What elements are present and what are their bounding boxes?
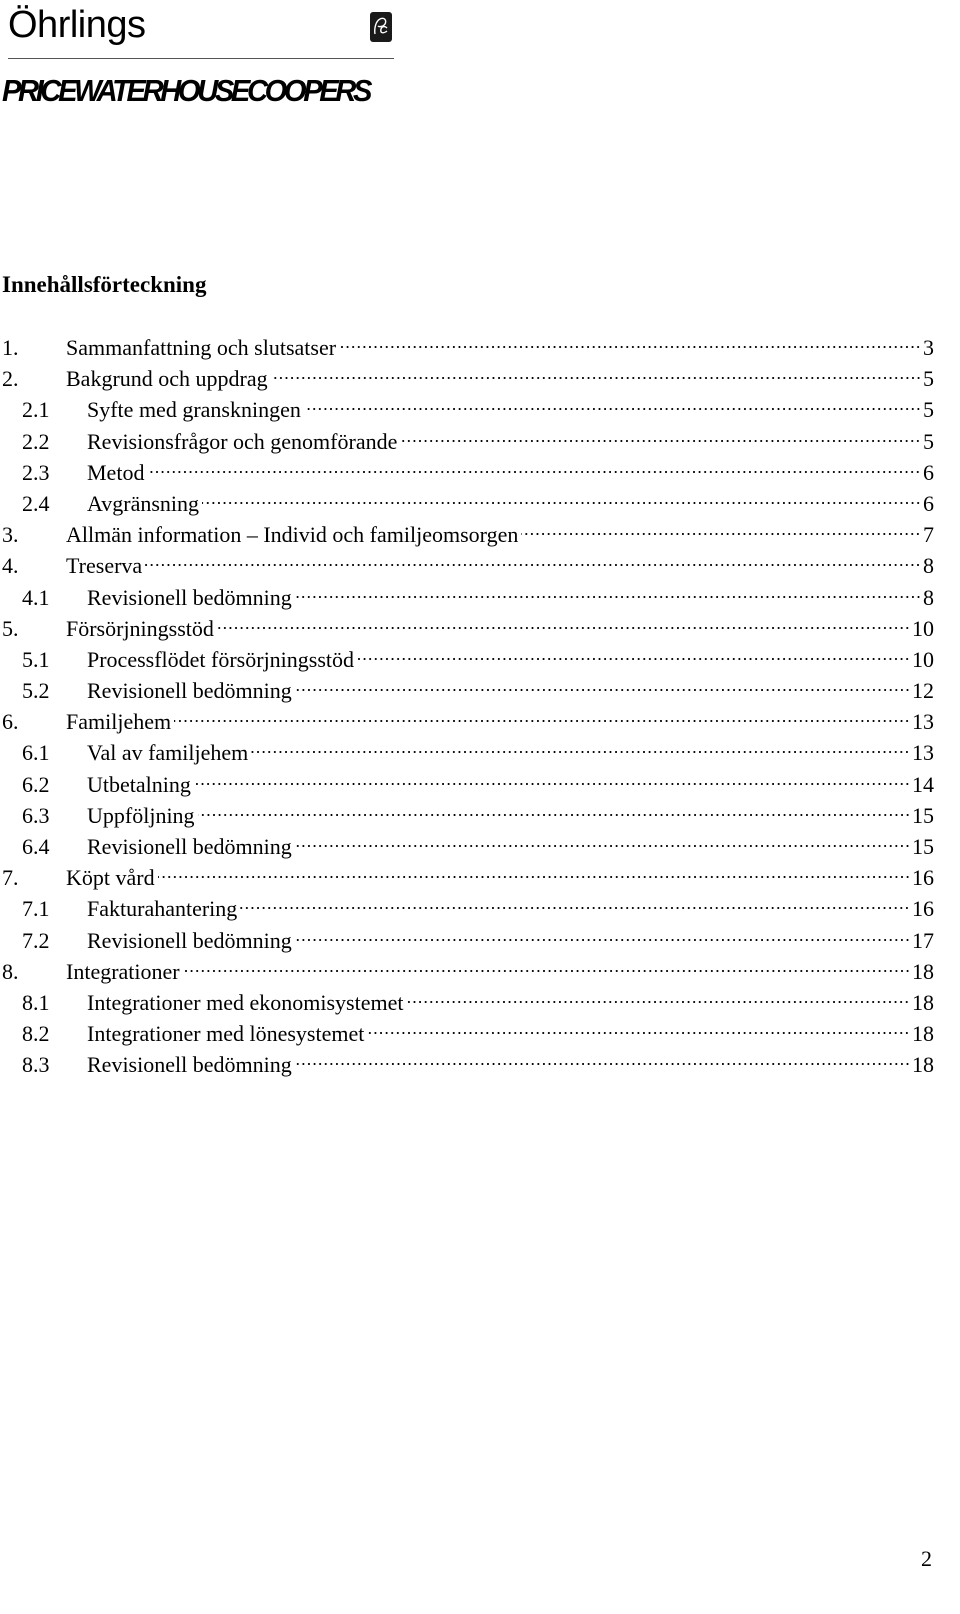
toc-entry-label: Allmän information – Individ och familjeomsorgen	[66, 522, 519, 548]
toc-entry-label: Metod	[87, 459, 145, 485]
toc-entry-page: 6	[923, 459, 934, 485]
toc-entry-label: Syfte med granskningen	[87, 397, 301, 423]
toc-dot-leader	[251, 748, 910, 756]
toc-dot-leader	[357, 655, 910, 663]
toc-entry-number: 5.2	[22, 678, 50, 704]
toc-entry-label: Familjehem	[66, 709, 172, 735]
toc-entry-page: 6	[923, 490, 934, 516]
toc-entry-label: Bakgrund och uppdrag	[66, 366, 268, 392]
toc-entry-label: Utbetalning	[87, 771, 191, 797]
toc-entry[interactable]	[0, 893, 934, 924]
toc-entry-page: 16	[912, 865, 934, 891]
toc-entry[interactable]	[0, 488, 934, 519]
toc-dot-leader	[271, 374, 921, 382]
toc-dot-leader	[158, 873, 910, 881]
toc-entry-page: 8	[923, 553, 934, 579]
logo-divider	[8, 58, 394, 59]
toc-entry[interactable]	[0, 519, 934, 550]
toc-entry-page: 13	[912, 709, 934, 735]
toc-dot-leader	[174, 717, 910, 725]
toc-dot-leader	[295, 593, 921, 601]
toc-dot-leader	[240, 904, 910, 912]
toc-entry-label: Processflödet försörjningsstöd	[87, 646, 355, 672]
toc-entry-page: 10	[912, 615, 934, 641]
toc-entry[interactable]	[0, 613, 934, 644]
toc-entry-number: 7.1	[22, 896, 50, 922]
toc-entry-page: 18	[912, 958, 934, 984]
company-logo	[2, 2, 398, 108]
toc-dot-leader	[183, 967, 910, 975]
toc-entry-label: Integrationer	[66, 958, 180, 984]
toc-entry-label: Integrationer med lönesystemet	[87, 1021, 365, 1047]
toc-entry-label: Uppföljning	[87, 802, 195, 828]
toc-entry-page: 14	[912, 771, 934, 797]
toc-entry-label: Försörjningsstöd	[66, 615, 214, 641]
toc-entry-number: 3.	[2, 522, 19, 548]
toc-entry-number: 6.2	[22, 771, 50, 797]
toc-title: Innehållsförteckning	[2, 272, 207, 297]
toc-entry-number: 2.	[2, 366, 19, 392]
toc-entry-page: 5	[923, 366, 934, 392]
toc-entry-page: 3	[923, 335, 934, 360]
toc-entry-number: 6.	[2, 709, 19, 735]
toc-entry-number: 2.4	[22, 490, 50, 516]
toc-entry-page: 8	[923, 584, 934, 610]
toc-dot-leader	[295, 686, 910, 694]
toc-entry[interactable]	[0, 426, 934, 457]
toc-dot-leader	[202, 499, 921, 507]
toc-entry-page: 18	[912, 989, 934, 1015]
toc-entry-label: Integrationer med ekonomisystemet	[87, 989, 404, 1015]
toc-entry[interactable]	[0, 862, 934, 893]
toc-entry-page: 15	[912, 834, 934, 859]
toc-entry-label: Revisionell bedömning	[87, 927, 292, 953]
toc-entry-number: 6.1	[22, 740, 50, 766]
toc-entry-label: Revisionsfrågor och genomförande	[87, 428, 398, 454]
toc-entry[interactable]	[0, 706, 934, 737]
toc-dot-leader	[295, 1060, 910, 1068]
toc-dot-leader	[304, 405, 921, 413]
toc-entry-label: Revisionell bedömning	[87, 678, 292, 704]
toc-entry-number: 8.	[2, 958, 19, 984]
toc-dot-leader	[295, 842, 910, 850]
toc-entry-label: Revisionell bedömning	[87, 834, 292, 859]
toc-entry-number: 8.3	[22, 1052, 50, 1078]
table-of-contents	[0, 332, 934, 1081]
toc-dot-leader	[339, 343, 921, 351]
toc-entry-number: 8.2	[22, 1021, 50, 1047]
toc-entry-page: 16	[912, 896, 934, 922]
toc-entry-number: 5.1	[22, 646, 50, 672]
toc-entry-number: 6.4	[22, 834, 50, 859]
toc-entry-label: Fakturahantering	[87, 896, 238, 922]
toc-dot-leader	[367, 1029, 910, 1037]
toc-dot-leader	[400, 437, 921, 445]
toc-entry-number: 8.1	[22, 989, 50, 1015]
toc-dot-leader	[295, 936, 910, 944]
toc-entry[interactable]	[0, 956, 934, 987]
toc-entry-label: Val av familjehem	[87, 740, 249, 766]
toc-entry-number: 7.	[2, 865, 19, 891]
toc-entry[interactable]	[0, 644, 934, 675]
toc-entry-label: Treserva	[66, 553, 143, 579]
toc-dot-leader	[217, 624, 910, 632]
toc-entry-page: 12	[912, 678, 934, 704]
toc-entry-number: 2.1	[22, 397, 50, 423]
toc-entry[interactable]	[0, 394, 934, 425]
toc-entry[interactable]	[0, 363, 934, 394]
toc-dot-leader	[145, 561, 921, 569]
toc-dot-leader	[406, 998, 910, 1006]
toc-entry-number: 5.	[2, 615, 19, 641]
logo-wordmark-pwc	[2, 68, 392, 114]
toc-entry[interactable]	[0, 1018, 934, 1049]
toc-entry[interactable]	[0, 800, 934, 831]
pwc-seal-glyph	[370, 12, 392, 42]
toc-entry-number: 1.	[2, 335, 19, 360]
toc-entry-label: Revisionell bedömning	[87, 1052, 292, 1078]
toc-entry-page: 15	[912, 802, 934, 828]
toc-entry-number: 4.1	[22, 584, 50, 610]
toc-entry[interactable]	[0, 332, 934, 363]
toc-entry-label: Sammanfattning och slutsatser	[66, 335, 337, 360]
toc-entry-page: 10	[912, 646, 934, 672]
toc-entry-page: 7	[923, 522, 934, 548]
toc-entry[interactable]	[0, 550, 934, 581]
toc-entry[interactable]	[0, 737, 934, 768]
toc-entry-page: 13	[912, 740, 934, 766]
toc-entry[interactable]	[0, 769, 934, 800]
toc-entry-number: 7.2	[22, 927, 50, 953]
toc-entry-page: 5	[923, 397, 934, 423]
toc-dot-leader	[198, 811, 910, 819]
page-number: 2	[921, 1546, 932, 1571]
toc-entry-number: 2.3	[22, 459, 50, 485]
toc-entry[interactable]	[0, 675, 934, 706]
toc-entry-number: 6.3	[22, 802, 50, 828]
logo-wordmark-ohrlings: Öhrlings	[8, 4, 146, 46]
toc-entry-label: Köpt vård	[66, 865, 155, 891]
toc-entry[interactable]	[0, 457, 934, 488]
toc-entry-page: 17	[912, 927, 934, 953]
toc-dot-leader	[147, 468, 921, 476]
toc-entry-page: 5	[923, 428, 934, 454]
toc-entry-number: 4.	[2, 553, 19, 579]
toc-entry[interactable]	[0, 831, 934, 862]
toc-entry[interactable]	[0, 925, 934, 956]
toc-entry[interactable]	[0, 582, 934, 613]
toc-entry-page: 18	[912, 1021, 934, 1047]
logo-wordmark-pwc-text: PRICEWATERHOUSECOOPERS	[2, 73, 370, 108]
toc-entry[interactable]	[0, 987, 934, 1018]
pwc-seal-icon	[370, 12, 392, 42]
toc-dot-leader	[521, 530, 921, 538]
toc-entry-page: 18	[912, 1052, 934, 1078]
toc-entry-label: Avgränsning	[87, 490, 200, 516]
toc-entry-number: 2.2	[22, 428, 50, 454]
toc-entry[interactable]	[0, 1049, 934, 1080]
toc-entry-label: Revisionell bedömning	[87, 584, 292, 610]
toc-dot-leader	[194, 780, 910, 788]
